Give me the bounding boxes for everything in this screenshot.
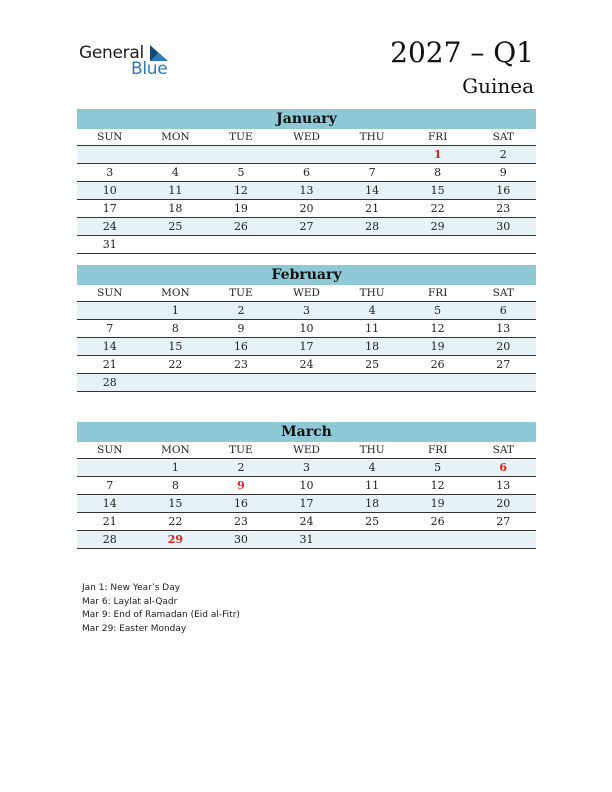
day-cell: 25: [365, 358, 380, 371]
day-cell: 21: [102, 515, 117, 528]
day-cell: [274, 236, 340, 253]
day-cell: 3: [303, 304, 311, 317]
day-cell: 16: [233, 497, 248, 510]
day-cell: 16: [496, 184, 511, 197]
day-cell: [339, 374, 405, 391]
day-cell: 12: [233, 184, 248, 197]
day-cell: 15: [168, 497, 183, 510]
day-cell: 15: [168, 340, 183, 353]
day-cell: 7: [106, 479, 114, 492]
weekday-label: SAT: [492, 287, 514, 299]
day-cell: 14: [102, 497, 117, 510]
day-cell: 26: [430, 358, 445, 371]
day-cell: 11: [365, 322, 380, 335]
week-row: [77, 182, 536, 200]
weekday-label: SUN: [97, 131, 123, 143]
weekday-label: MON: [161, 287, 190, 299]
weekday-header-row: [77, 442, 536, 459]
weekday-label: FRI: [428, 444, 448, 456]
day-cell: 4: [368, 461, 376, 474]
day-cell: 2: [237, 304, 245, 317]
holiday-note: Mar 29: Easter Monday: [82, 624, 187, 635]
day-cell: 7: [368, 166, 376, 179]
day-cell: [339, 236, 405, 253]
day-cell: 26: [430, 515, 445, 528]
weekday-label: WED: [293, 287, 320, 299]
day-cell: 26: [233, 220, 248, 233]
day-cell: 5: [237, 166, 245, 179]
day-cell: 4: [171, 166, 179, 179]
day-cell: [339, 146, 405, 163]
weekday-label: SAT: [492, 444, 514, 456]
day-cell: 17: [102, 202, 117, 215]
day-cell: 2: [237, 461, 245, 474]
day-cell: 23: [233, 358, 248, 371]
weekday-label: THU: [359, 287, 385, 299]
month-january: [77, 109, 536, 254]
day-cell: [470, 374, 536, 391]
holiday-date: 9: [237, 479, 245, 492]
day-cell: 12: [430, 479, 445, 492]
weekday-label: FRI: [428, 287, 448, 299]
weekday-header-row: [77, 285, 536, 302]
day-cell: 8: [171, 479, 179, 492]
day-cell: [470, 236, 536, 253]
week-row: [77, 356, 536, 374]
day-cell: 18: [168, 202, 183, 215]
day-cell: 10: [299, 479, 314, 492]
weekday-label: MON: [161, 131, 190, 143]
weekday-label: TUE: [229, 131, 253, 143]
day-cell: 22: [168, 515, 183, 528]
day-cell: 27: [299, 220, 314, 233]
weekday-label: SUN: [97, 287, 123, 299]
month-title: February: [77, 265, 536, 285]
week-row: [77, 218, 536, 236]
day-cell: 28: [102, 376, 117, 389]
day-cell: 6: [303, 166, 311, 179]
day-cell: 1: [171, 304, 179, 317]
day-cell: 1: [171, 461, 179, 474]
day-cell: 9: [237, 322, 245, 335]
weekday-label: TUE: [229, 444, 253, 456]
weekday-label: WED: [293, 444, 320, 456]
day-cell: 28: [102, 533, 117, 546]
day-cell: 31: [299, 533, 314, 546]
day-cell: 8: [171, 322, 179, 335]
day-cell: 17: [299, 340, 314, 353]
week-row: [77, 200, 536, 218]
day-cell: 28: [365, 220, 380, 233]
weekday-label: MON: [161, 444, 190, 456]
day-cell: [274, 374, 340, 391]
page-title: 2027 – Q1: [390, 36, 534, 69]
day-cell: [405, 236, 471, 253]
day-cell: 23: [233, 515, 248, 528]
week-row: [77, 459, 536, 477]
day-cell: [77, 146, 143, 163]
day-cell: 25: [168, 220, 183, 233]
day-cell: [339, 531, 405, 548]
week-row: [77, 338, 536, 356]
day-cell: 25: [365, 515, 380, 528]
day-cell: [274, 146, 340, 163]
holiday-note: Jan 1: New Year’s Day: [82, 583, 181, 593]
day-cell: 20: [496, 497, 511, 510]
day-cell: 27: [496, 515, 511, 528]
day-cell: 3: [106, 166, 114, 179]
day-cell: 10: [102, 184, 117, 197]
week-row: [77, 302, 536, 320]
day-cell: [143, 236, 209, 253]
day-cell: 15: [430, 184, 445, 197]
day-cell: 24: [102, 220, 117, 233]
day-cell: 18: [365, 497, 380, 510]
day-cell: [405, 374, 471, 391]
holiday-note: Mar 9: End of Ramadan (Eid al-Fitr): [82, 610, 240, 621]
weekday-label: TUE: [229, 287, 253, 299]
holiday-date: 1: [433, 148, 442, 161]
day-cell: [77, 459, 143, 476]
logo: [79, 42, 189, 82]
weekday-label: FRI: [428, 131, 448, 143]
day-cell: 4: [368, 304, 376, 317]
day-cell: 21: [102, 358, 117, 371]
day-cell: 11: [365, 479, 380, 492]
day-cell: 10: [299, 322, 314, 335]
day-cell: 12: [430, 322, 445, 335]
day-cell: [208, 236, 274, 253]
day-cell: [143, 146, 209, 163]
day-cell: 6: [499, 304, 507, 317]
holiday-date: 29: [167, 533, 184, 546]
day-cell: 13: [496, 479, 511, 492]
week-row: [77, 320, 536, 338]
day-cell: 11: [168, 184, 183, 197]
logo-general-text: General: [79, 43, 144, 63]
day-cell: 30: [496, 220, 511, 233]
day-cell: [470, 531, 536, 548]
holiday-date: 6: [499, 461, 508, 474]
day-cell: 14: [365, 184, 380, 197]
day-cell: 29: [430, 220, 445, 233]
day-cell: 16: [233, 340, 248, 353]
weekday-header-row: [77, 129, 536, 146]
day-cell: 18: [365, 340, 380, 353]
month-february: [77, 265, 536, 392]
day-cell: 24: [299, 515, 314, 528]
weekday-label: SAT: [492, 131, 514, 143]
month-march: [77, 422, 536, 549]
day-cell: 7: [106, 322, 114, 335]
week-row: [77, 236, 536, 254]
day-cell: 8: [434, 166, 442, 179]
holiday-notes: [82, 582, 240, 637]
day-cell: [143, 374, 209, 391]
day-cell: 19: [430, 497, 445, 510]
day-cell: 14: [102, 340, 117, 353]
weekday-label: WED: [293, 131, 320, 143]
country-name: Guinea: [462, 74, 534, 98]
day-cell: [208, 374, 274, 391]
day-cell: 5: [434, 461, 442, 474]
week-row: [77, 531, 536, 549]
day-cell: 3: [303, 461, 311, 474]
day-cell: 20: [299, 202, 314, 215]
week-row: [77, 374, 536, 392]
weekday-label: THU: [359, 131, 385, 143]
day-cell: 13: [496, 322, 511, 335]
month-title: March: [77, 422, 536, 442]
day-cell: 9: [499, 166, 507, 179]
holiday-note: Mar 6: Laylat al-Qadr: [82, 596, 178, 607]
day-cell: 30: [233, 533, 248, 546]
day-cell: 21: [365, 202, 380, 215]
week-row: [77, 477, 536, 495]
day-cell: 20: [496, 340, 511, 353]
day-cell: 24: [299, 358, 314, 371]
week-row: [77, 513, 536, 531]
day-cell: [77, 302, 143, 319]
day-cell: 27: [496, 358, 511, 371]
week-row: [77, 164, 536, 182]
day-cell: 19: [233, 202, 248, 215]
day-cell: 23: [496, 202, 511, 215]
weekday-label: SUN: [97, 444, 123, 456]
week-row: [77, 146, 536, 164]
day-cell: 13: [299, 184, 314, 197]
day-cell: 5: [434, 304, 442, 317]
day-cell: 17: [299, 497, 314, 510]
day-cell: 19: [430, 340, 445, 353]
day-cell: 22: [168, 358, 183, 371]
week-row: [77, 495, 536, 513]
logo-blue-text: Blue: [131, 59, 168, 79]
day-cell: 22: [430, 202, 445, 215]
month-title: January: [77, 109, 536, 129]
day-cell: 31: [102, 238, 117, 251]
weekday-label: THU: [359, 444, 385, 456]
day-cell: [208, 146, 274, 163]
day-cell: [405, 531, 471, 548]
day-cell: 2: [499, 148, 507, 161]
